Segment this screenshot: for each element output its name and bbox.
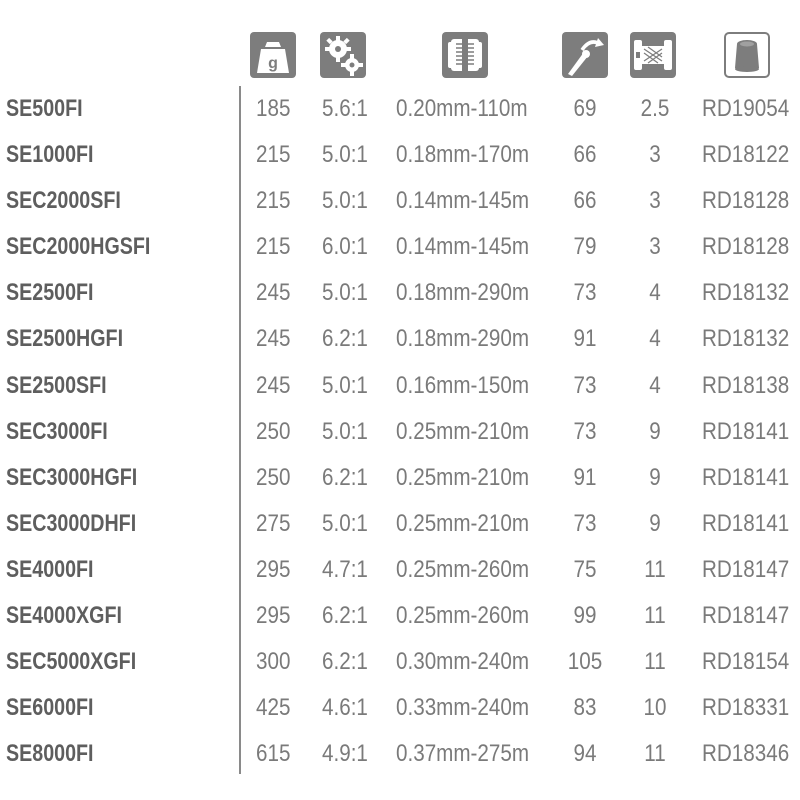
line-cell: 0.33mm-240m (396, 694, 530, 722)
drag-cell: 11 (644, 602, 666, 630)
spec-rows (0, 86, 800, 777)
ratio-cell: 5.0:1 (322, 279, 368, 307)
retrieve-cell: 91 (573, 325, 597, 353)
weight-cell: 295 (256, 555, 291, 583)
ratio-cell: 6.2:1 (322, 463, 368, 491)
table-row (0, 409, 800, 455)
ratio-cell: 4.9:1 (322, 740, 368, 768)
line-cell: 0.18mm-290m (396, 325, 530, 353)
model-cell: SE4000XGFI (6, 602, 122, 630)
model-cell: SE500FI (6, 95, 83, 122)
retrieve-cell: 69 (573, 95, 597, 122)
spool-cell: RD18132 (702, 279, 790, 307)
line-cell: 0.18mm-170m (396, 141, 530, 169)
spool-cell: RD18331 (702, 694, 790, 722)
gear-ratio-icon (320, 32, 366, 78)
table-row (0, 363, 800, 409)
line-cell: 0.30mm-240m (396, 648, 530, 676)
weight-cell: 425 (256, 694, 291, 722)
table-row (0, 86, 800, 132)
drag-cell: 10 (643, 694, 667, 722)
retrieve-cell: 73 (573, 279, 597, 307)
table-row (0, 132, 800, 178)
ratio-cell: 6.2:1 (322, 648, 368, 676)
line-cell: 0.14mm-145m (396, 187, 530, 215)
line-cell: 0.25mm-210m (396, 463, 530, 491)
spool-cell: RD18132 (702, 325, 790, 353)
line-cell: 0.16mm-150m (396, 371, 530, 399)
spool-cell: RD18346 (702, 740, 790, 768)
line-capacity-icon (442, 32, 488, 78)
model-cell: SEC3000FI (6, 417, 108, 445)
spool-cell: RD19054 (702, 95, 790, 122)
table-row (0, 270, 800, 316)
weight-cell: 250 (256, 463, 291, 491)
line-cell: 0.25mm-210m (396, 509, 530, 537)
weight-cell: 250 (256, 417, 291, 445)
table-row (0, 639, 800, 685)
drag-cell: 9 (649, 417, 661, 445)
table-row (0, 501, 800, 547)
header-icon-row (0, 32, 800, 80)
model-cell: SE2500HGFI (6, 325, 124, 353)
ratio-cell: 5.0:1 (322, 141, 368, 169)
line-cell: 0.25mm-260m (396, 555, 530, 583)
weight-cell: 300 (256, 648, 291, 676)
ratio-cell: 5.0:1 (322, 509, 368, 537)
line-cell: 0.20mm-110m (396, 95, 528, 122)
weight-cell: 245 (256, 371, 291, 399)
spool-cell: RD18147 (702, 602, 790, 630)
weight-cell: 185 (256, 95, 291, 122)
drag-cell: 4 (649, 325, 661, 353)
drag-cell: 4 (649, 279, 661, 307)
model-cell: SEC2000SFI (6, 187, 121, 215)
spool-cell: RD18141 (702, 417, 790, 445)
drag-cell: 11 (644, 555, 666, 583)
weight-cell: 615 (256, 740, 291, 768)
weight-unit-label: g (268, 55, 278, 72)
drag-cell: 11 (644, 648, 666, 676)
model-cell: SE2500FI (6, 279, 94, 307)
retrieve-cell: 99 (573, 602, 597, 630)
line-cell: 0.37mm-275m (396, 740, 530, 768)
ratio-cell: 5.0:1 (322, 187, 368, 215)
line-cell: 0.25mm-210m (396, 417, 530, 445)
spool-cell: RD18128 (702, 233, 790, 261)
model-cell: SE1000FI (6, 141, 94, 169)
spool-cell: RD18154 (702, 648, 790, 676)
ratio-cell: 5.0:1 (322, 371, 368, 399)
ratio-cell: 4.7:1 (322, 555, 368, 583)
weight-cell: 215 (256, 187, 291, 215)
weight-cell: 245 (256, 279, 291, 307)
model-cell: SE2500SFI (6, 371, 107, 399)
model-cell: SEC5000XGFI (6, 648, 137, 676)
weight-cell: 215 (256, 233, 291, 261)
drag-cell: 11 (644, 740, 666, 768)
table-row (0, 178, 800, 224)
retrieve-cell: 66 (573, 141, 597, 169)
weight-cell: 215 (256, 141, 291, 169)
line-cell: 0.25mm-260m (396, 602, 530, 630)
table-row (0, 685, 800, 731)
table-row (0, 316, 800, 362)
spool-cell: RD18122 (702, 141, 790, 169)
line-cell: 0.14mm-145m (396, 233, 530, 261)
spare-spool-icon (724, 32, 770, 78)
model-cell: SEC3000DHFI (6, 509, 137, 537)
retrieve-cell: 94 (573, 740, 597, 768)
table-row (0, 593, 800, 639)
ratio-cell: 5.6:1 (322, 95, 368, 122)
table-row (0, 547, 800, 593)
spool-cell: RD18141 (702, 463, 790, 491)
drag-cell: 3 (649, 141, 661, 169)
ratio-cell: 4.6:1 (322, 694, 368, 722)
retrieve-cell: 73 (573, 417, 597, 445)
ratio-cell: 6.0:1 (322, 233, 368, 261)
retrieve-cell: 73 (573, 371, 597, 399)
ratio-cell: 6.2:1 (322, 325, 368, 353)
retrieve-cell: 66 (573, 187, 597, 215)
retrieve-cell: 105 (567, 648, 603, 676)
drag-cell: 3 (649, 233, 661, 261)
weight-cell: 275 (256, 509, 291, 537)
model-cell: SE4000FI (6, 555, 94, 583)
table-row (0, 731, 800, 777)
retrieve-per-crank-icon (562, 32, 608, 78)
weight-cell: 245 (256, 325, 291, 353)
drag-cell: 9 (649, 463, 661, 491)
spool-cell: RD18147 (702, 555, 790, 583)
spool-cell: RD18141 (702, 509, 790, 537)
drag-cell: 9 (649, 509, 661, 537)
drag-cell: 4 (649, 371, 661, 399)
weight-icon (250, 32, 296, 78)
retrieve-cell: 75 (573, 555, 597, 583)
ratio-cell: 5.0:1 (322, 417, 368, 445)
retrieve-cell: 79 (573, 233, 597, 261)
retrieve-cell: 73 (573, 509, 597, 537)
spool-cell: RD18128 (702, 187, 790, 215)
weight-cell: 295 (256, 602, 291, 630)
model-cell: SEC3000HGFI (6, 463, 138, 491)
drag-cell: 2.5 (640, 95, 670, 122)
drag-cell: 3 (649, 187, 661, 215)
max-drag-icon (630, 32, 676, 78)
ratio-cell: 6.2:1 (322, 602, 368, 630)
model-cell: SEC2000HGSFI (6, 233, 151, 261)
retrieve-cell: 83 (573, 694, 597, 722)
table-row (0, 455, 800, 501)
table-row (0, 224, 800, 270)
line-cell: 0.18mm-290m (396, 279, 530, 307)
spool-cell: RD18138 (702, 371, 790, 399)
retrieve-cell: 91 (573, 463, 597, 491)
model-cell: SE8000FI (6, 740, 94, 768)
model-cell: SE6000FI (6, 694, 94, 722)
